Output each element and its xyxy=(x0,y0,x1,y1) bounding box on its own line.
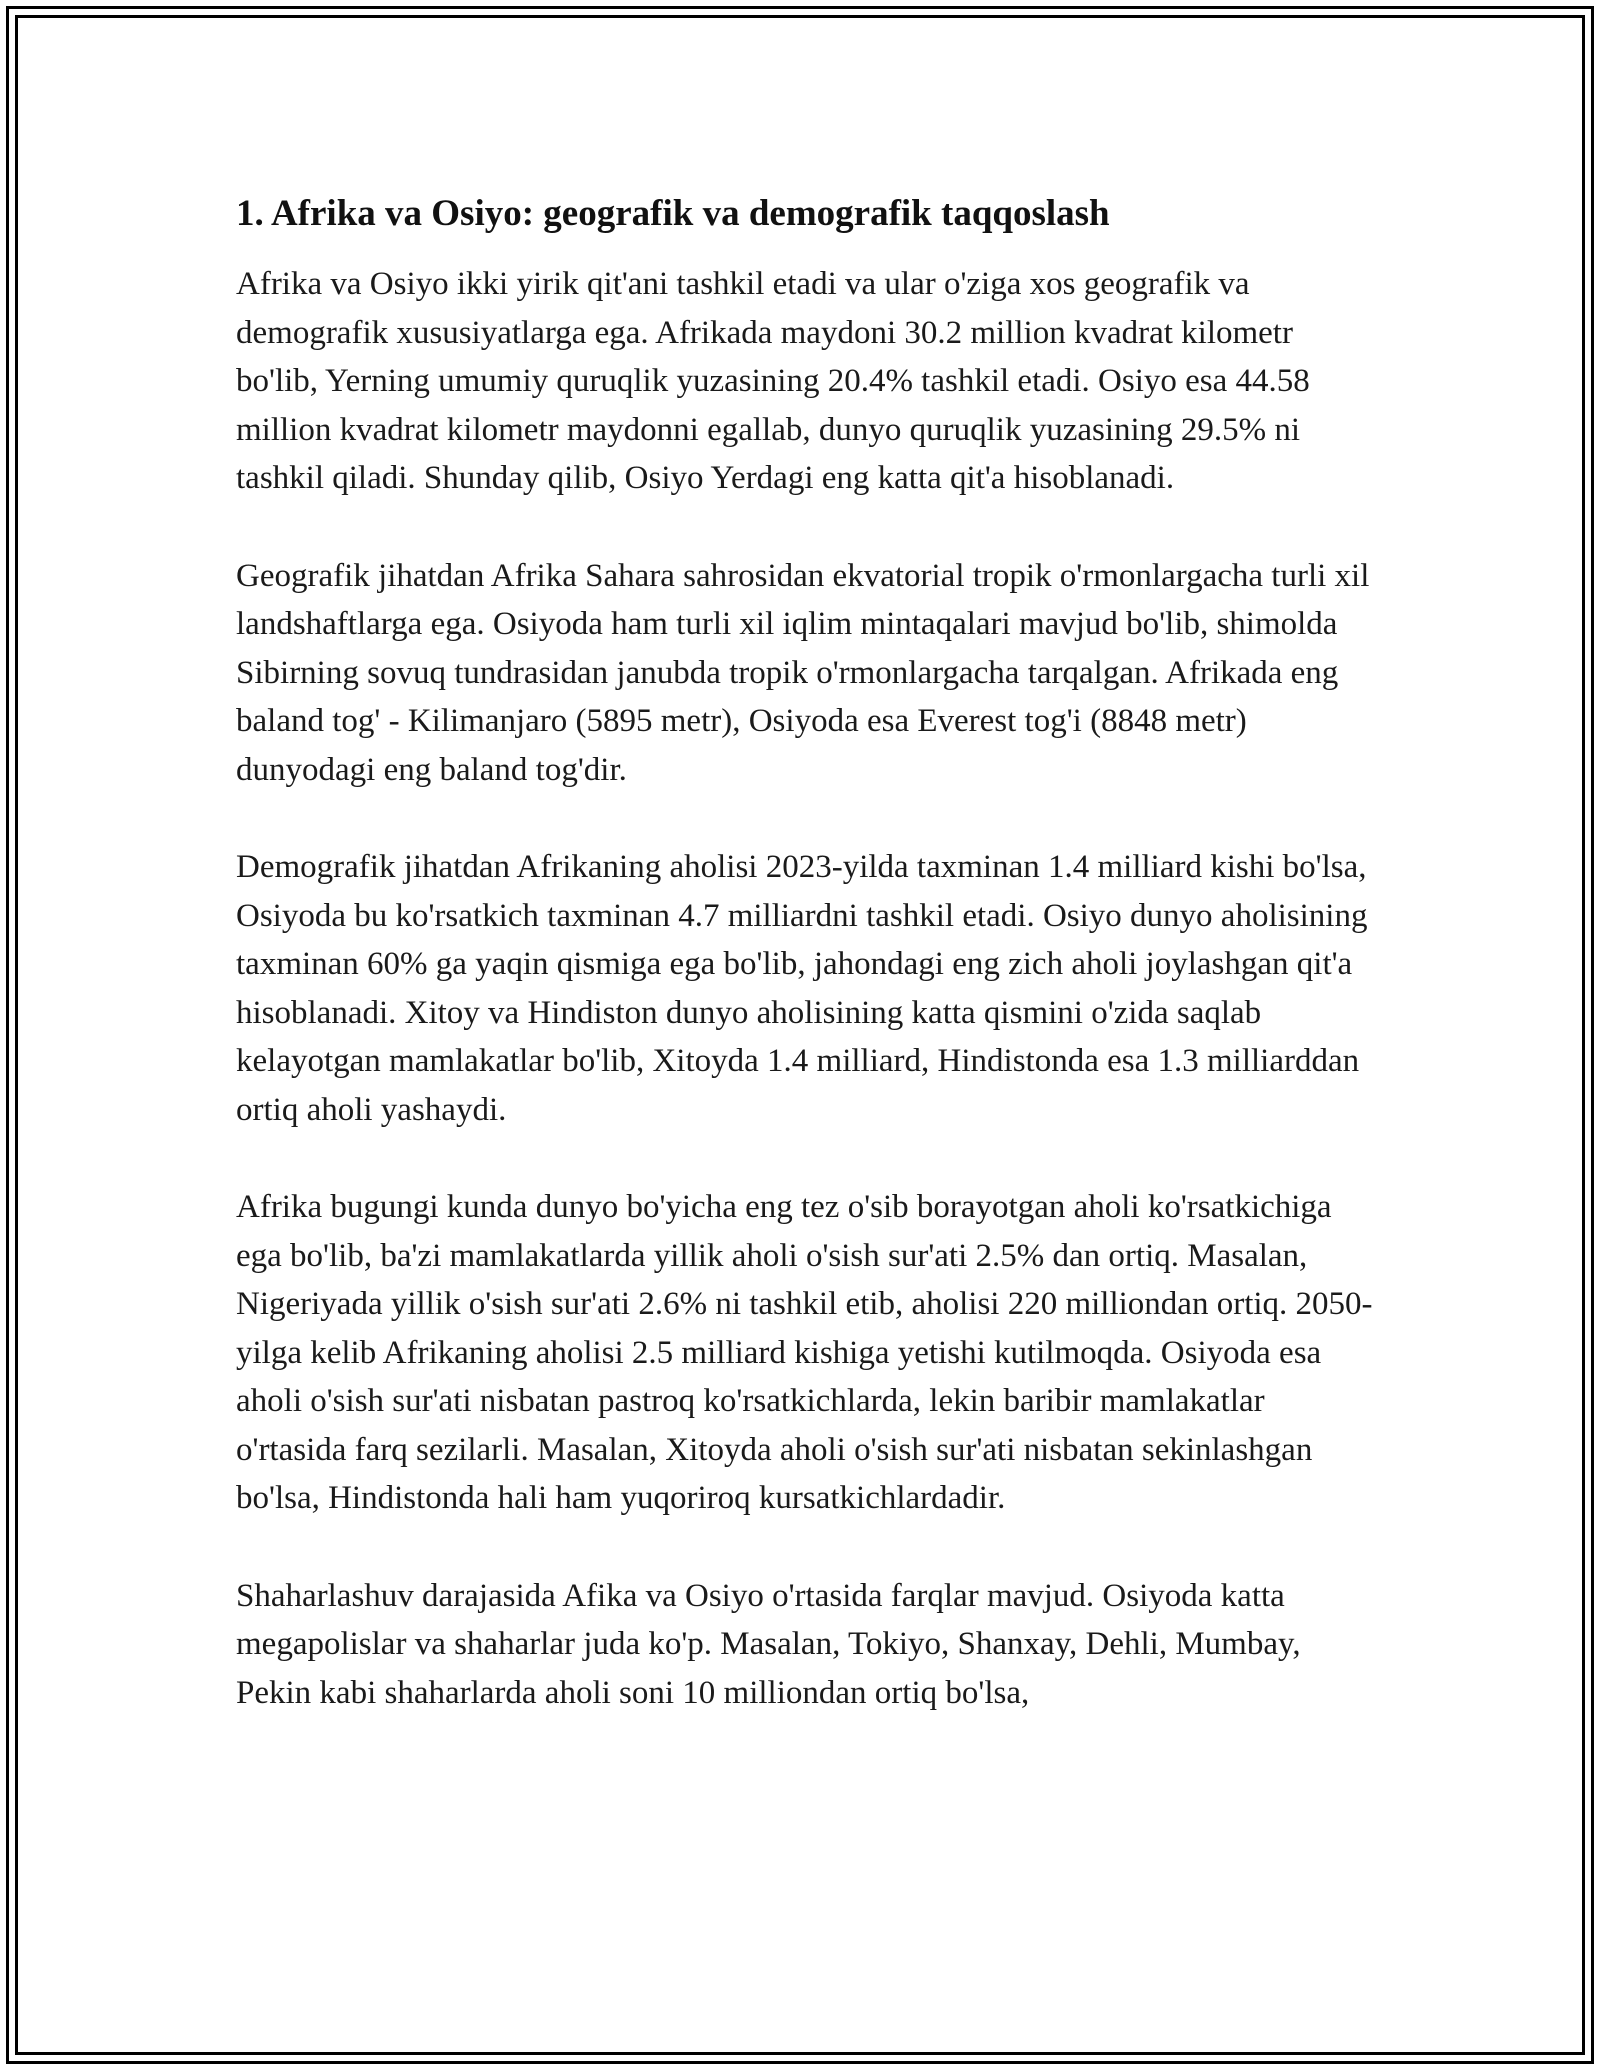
paragraph-urbanization: Shaharlashuv darajasida Afika va Osiyo o'rtasida farqlar mavjud. Osiyoda katta megapolislar va shaharlar juda ko'p. Masalan, Tokiyo, Shanxay, Dehli, Mumbay, Pekin kabi shaharlarda aholi soni 10 milliondan ortiq bo'lsa, xyxy=(236,1577,1301,1711)
paragraph-growth: Afrika bugungi kunda dunyo bo'yicha eng tez o'sib borayotgan aholi ko'rsatkichiga ega bo'lib, ba'zi mamlakatlarda yillik aholi o'sish sur'ati 2.5% dan ortiq. Masalan, Nigeriyada yillik o'sish sur'ati 2.6% ni tashkil etib, aholisi 220 milliondan ortiq. 2050-yilga kelib Afrikaning aholisi 2.5 milliard kishiga yetishi kutilmoqda. Osiyoda esa aholi o'sish sur'ati nisbatan pastroq ko'rsatkichlarda, lekin baribir mamlakatlar o'rtasida farq sezilarli. Masalan, Xitoyda aholi o'sish sur'ati nisbatan sekinlashgan bo'lsa, Hindistonda hali ham yuqoriroq kursatkichlardadir. xyxy=(236,1189,1373,1516)
section-heading: 1. Afrika va Osiyo: geografik va demografik taqqoslash xyxy=(236,193,1110,234)
paragraph-area: Afrika va Osiyo ikki yirik qit'ani tashkil etadi va ular o'ziga xos geografik va demografik xususiyatlarga ega. Afrikada maydoni 30.2 million kvadrat kilometr bo'lib, Yerning umumiy quruqlik yuzasining 20.4% tashkil etadi. Osiyo esa 44.58 million kvadrat kilometr maydonni egallab, dunyo quruqlik yuzasining 29.5% ni tashkil qiladi. Shunday qilib, Osiyo Yerdagi eng katta qit'a hisoblanadi. xyxy=(236,266,1310,496)
document-body xyxy=(236,190,1376,1766)
paragraph-geography: Geografik jihatdan Afrika Sahara sahrosidan ekvatorial tropik o'rmonlargacha turli xil landshaftlarga ega. Osiyoda ham turli xil iqlim mintaqalari mavjud bo'lib, shimolda Sibirning sovuq tundrasidan janubda tropik o'rmonlargacha tarqalgan. Afrikada eng baland tog' - Kilimanjaro (5895 metr), Osiyoda esa Everest tog'i (8848 metr) dunyodagi eng baland tog'dir. xyxy=(236,557,1370,788)
paragraph-demography: Demografik jihatdan Afrikaning aholisi 2023-yilda taxminan 1.4 milliard kishi bo'lsa, Osiyoda bu ko'rsatkich taxminan 4.7 milliardni tashkil etadi. Osiyo dunyo aholisining taxminan 60% ga yaqin qismiga ega bo'lib, jahondagi eng zich aholi joylashgan qit'a hisoblanadi. Xitoy va Hindiston dunyo aholisining katta qismini o'zida saqlab kelayotgan mamlakatlar bo'lib, Xitoyda 1.4 milliard, Hindistonda esa 1.3 milliarddan ortiq aholi yashaydi. xyxy=(236,849,1368,1128)
